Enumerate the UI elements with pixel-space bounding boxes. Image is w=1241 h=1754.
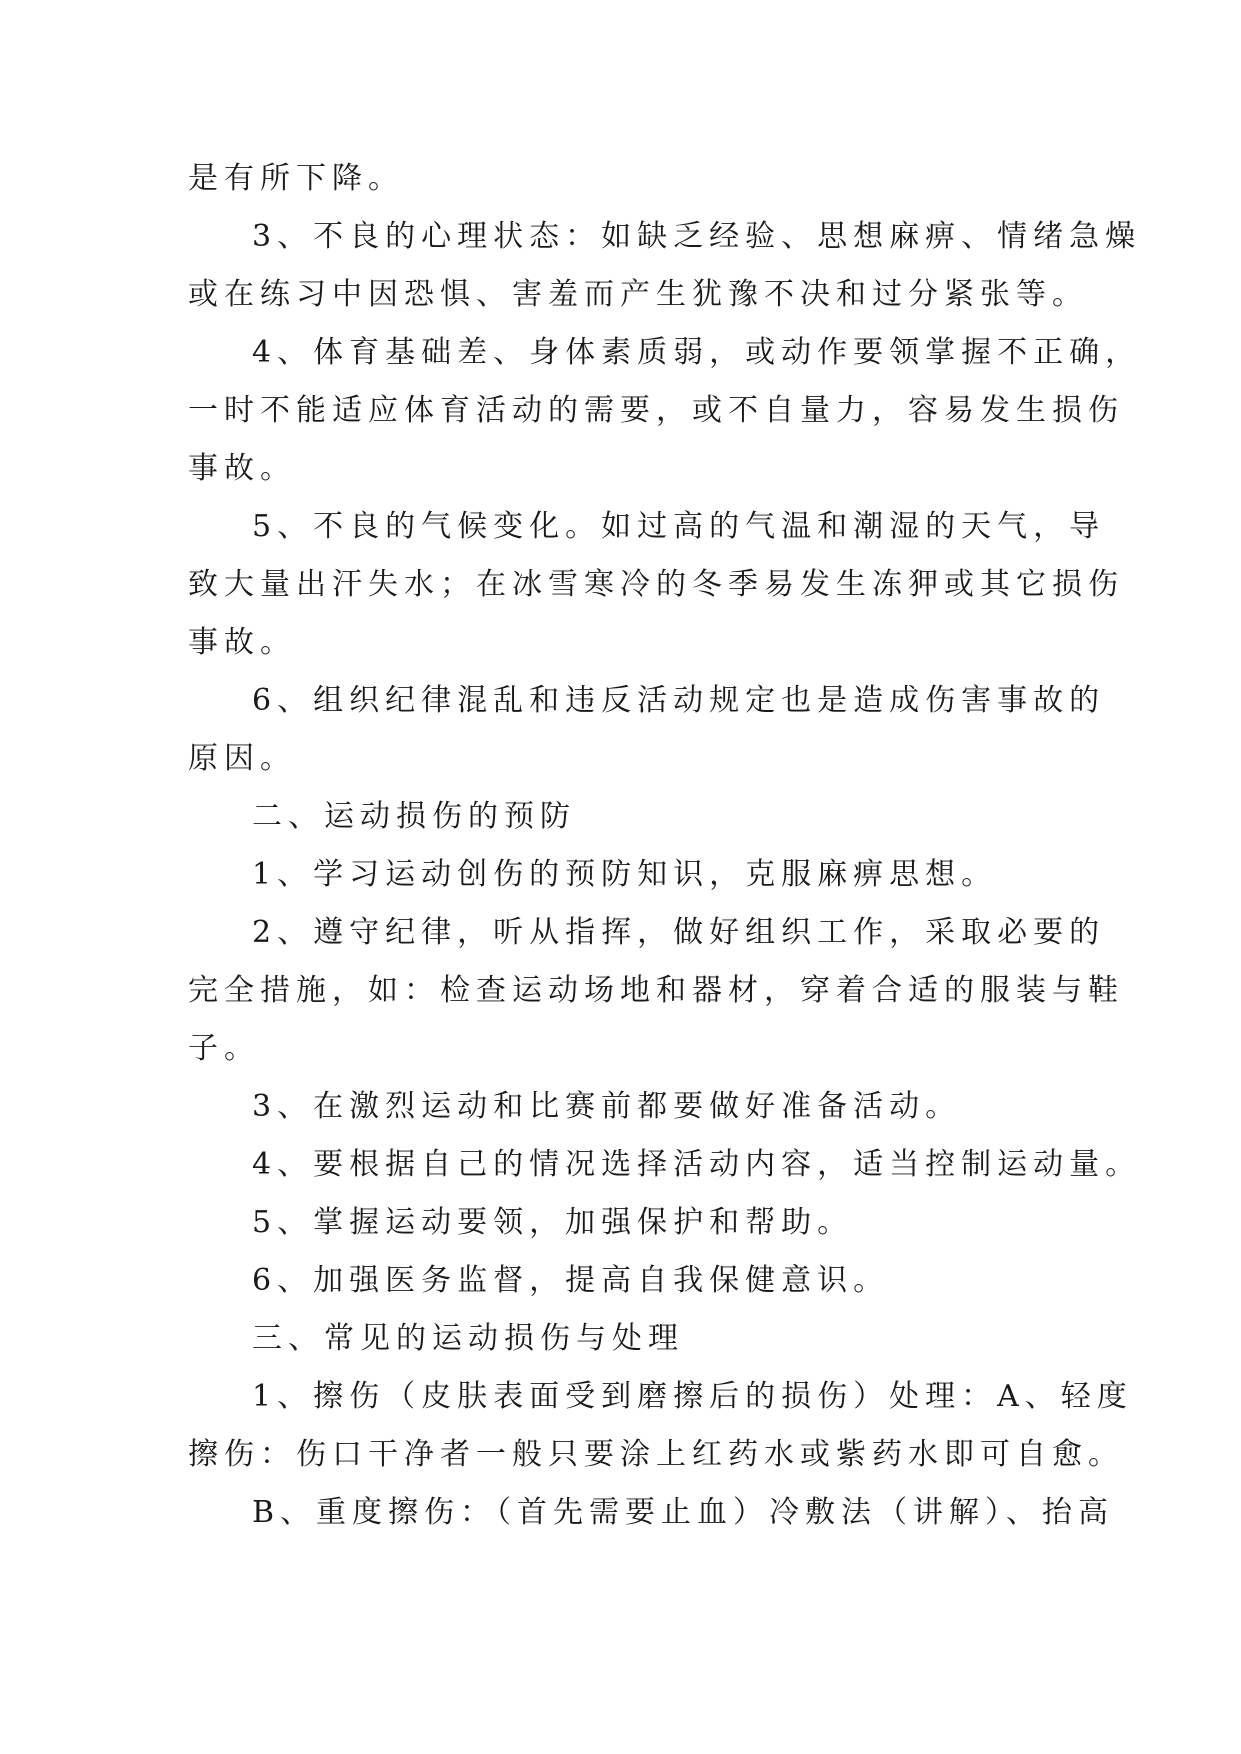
text-line: 6、组织纪律混乱和违反活动规定也是造成伤害事故的 [252,683,1106,718]
text-line: 6、加强医务监督，提高自我保健意识。 [252,1263,890,1298]
text-line: 擦伤：伤口干净者一般只要涂上红药水或紫药水即可自愈。 [188,1437,1124,1472]
section-heading: 三、常见的运动损伤与处理 [252,1321,684,1356]
text-line: 1、学习运动创伤的预防知识，克服麻痹思想。 [252,857,998,892]
text-line: 4、要根据自己的情况选择活动内容，适当控制运动量。 [252,1147,1142,1182]
text-line: 4、体育基础差、身体素质弱，或动作要领掌握不正确， [252,335,1142,370]
section-heading: 二、运动损伤的预防 [252,799,576,834]
text-line: 3、在激烈运动和比赛前都要做好准备活动。 [252,1089,962,1124]
text-line: 或在练习中因恐惧、害羞而产生犹豫不决和过分紧张等。 [188,277,1088,312]
text-line: 完全措施，如：检查运动场地和器材，穿着合适的服装与鞋 [188,973,1124,1008]
text-line: 原因。 [188,741,296,776]
text-line: 2、遵守纪律，听从指挥，做好组织工作，采取必要的 [252,915,1106,950]
text-line: 5、掌握运动要领，加强保护和帮助。 [252,1205,854,1240]
text-line: 5、不良的气候变化。如过高的气温和潮湿的天气，导 [252,509,1106,544]
text-line: 一时不能适应体育活动的需要，或不自量力，容易发生损伤 [188,393,1124,428]
document-body [188,150,1142,1542]
text-line: 3、不良的心理状态：如缺乏经验、思想麻痹、情绪急燥 [252,219,1142,254]
text-line: 1、擦伤（皮肤表面受到磨擦后的损伤）处理：A、轻度 [252,1379,1133,1414]
text-line: 事故。 [188,451,296,486]
text-line: 致大量出汗失水；在冰雪寒冷的冬季易发生冻狎或其它损伤 [188,567,1124,602]
text-line: 事故。 [188,625,296,660]
text-line: 子。 [188,1031,260,1066]
text-line: 是有所下降。 [188,161,404,196]
text-line: B、重度擦伤：（首先需要止血）冷敷法（讲解）、抬高 [252,1495,1115,1530]
